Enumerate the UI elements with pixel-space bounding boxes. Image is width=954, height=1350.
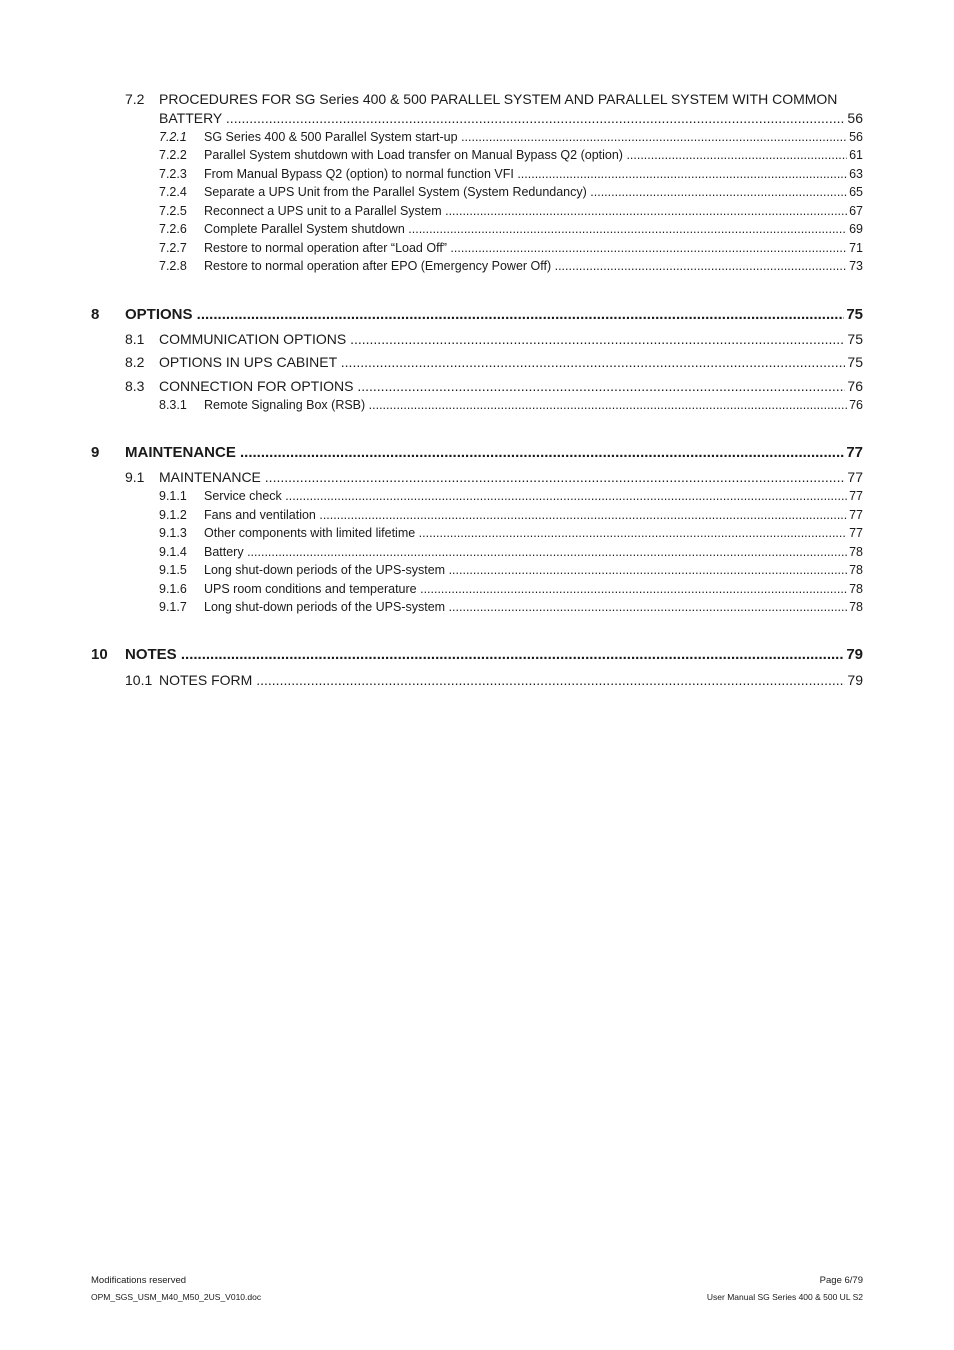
toc-title: OPTIONS ..... [125, 306, 844, 323]
toc-entry[interactable] [159, 204, 863, 218]
toc-number: 8.3 [125, 378, 145, 394]
toc-entry[interactable] [159, 600, 863, 614]
toc-page: 75 [846, 306, 863, 323]
toc-title: Long shut-down periods of the UPS-system ..... [204, 563, 847, 577]
toc-page: 75 [847, 354, 863, 370]
toc-title: COMMUNICATION OPTIONS ..... [159, 331, 845, 347]
footer-page-number: Page 6/79 [819, 1275, 863, 1286]
toc-number: 7.2.3 [159, 167, 187, 181]
toc-title: Other components with limited lifetime ..... [204, 526, 847, 540]
toc-entry[interactable] [159, 354, 863, 370]
toc-page: 78 [849, 600, 863, 614]
toc-title: MAINTENANCE ..... [125, 444, 844, 461]
toc-chapter-number: 9 [91, 444, 100, 461]
toc-page: 79 [847, 672, 863, 688]
toc-page: 77 [846, 444, 863, 461]
toc-page: 73 [849, 259, 863, 273]
toc-number: 7.2.4 [159, 185, 187, 199]
footer-modifications: Modifications reserved [91, 1275, 187, 1286]
toc-title: Fans and ventilation ..... [204, 508, 847, 522]
toc-title: SG Series 400 & 500 Parallel System start-up ..... [204, 130, 847, 144]
toc-page: 65 [849, 185, 863, 199]
toc-entry[interactable] [159, 563, 863, 577]
toc-title: UPS room conditions and temperature ..... [204, 582, 847, 596]
toc-page: 79 [846, 646, 863, 663]
toc-entry[interactable] [159, 378, 863, 394]
toc-page: 69 [849, 222, 863, 236]
toc-chapter-number: 8 [91, 306, 100, 323]
toc-number: 7.2.5 [159, 204, 187, 218]
toc-page: 63 [849, 167, 863, 181]
toc-page: 71 [849, 241, 863, 255]
toc-chapter-entry[interactable] [125, 444, 863, 461]
toc-entry[interactable] [159, 110, 863, 126]
toc-entry[interactable] [159, 672, 863, 688]
toc-number: 8.1 [125, 331, 145, 347]
toc-title: Restore to normal operation after “Load Off” ..... [204, 241, 847, 255]
toc-number: 7.2 [125, 91, 145, 107]
footer-document-id: OPM_SGS_USM_M40_M50_2US_V010.doc [91, 1292, 262, 1302]
toc-entry[interactable] [159, 545, 863, 559]
toc-title: Service check ..... [204, 489, 847, 503]
toc-title: Complete Parallel System shutdown ..... [204, 222, 847, 236]
toc-page: 77 [849, 489, 863, 503]
toc-page: 77 [849, 508, 863, 522]
toc-page: 67 [849, 204, 863, 218]
toc-entry[interactable] [159, 582, 863, 596]
toc-page: 77 [849, 526, 863, 540]
toc-page: 76 [849, 398, 863, 412]
toc-number: 9.1 [125, 469, 145, 485]
toc-entry[interactable] [159, 241, 863, 255]
toc-entry[interactable] [159, 331, 863, 347]
toc-entry[interactable] [159, 148, 863, 162]
toc-number: 7.2.8 [159, 259, 187, 273]
toc-number: 9.1.1 [159, 489, 187, 503]
toc-number: 9.1.6 [159, 582, 187, 596]
toc-number: 8.3.1 [159, 398, 187, 412]
toc-title: OPTIONS IN UPS CABINET ..... [159, 354, 845, 370]
toc-number: 9.1.5 [159, 563, 187, 577]
toc-page: 56 [847, 110, 863, 126]
toc-title: Battery ..... [204, 545, 847, 559]
toc-title: Separate a UPS Unit from the Parallel System (System Redundancy) ..... [204, 185, 847, 199]
toc-number: 9.1.4 [159, 545, 187, 559]
toc-number: 10.1 [125, 672, 153, 688]
toc-entry[interactable] [159, 185, 863, 199]
toc-page: 56 [849, 130, 863, 144]
toc-title: Restore to normal operation after EPO (Emergency Power Off) ..... [204, 259, 847, 273]
toc-title-line: PROCEDURES FOR SG Series 400 & 500 PARALLEL SYSTEM AND PARALLEL SYSTEM WITH COMMON [159, 91, 838, 107]
toc-title: NOTES FORM ..... [159, 672, 845, 688]
toc-number: 9.1.2 [159, 508, 187, 522]
toc-number: 7.2.6 [159, 222, 187, 236]
toc-title: MAINTENANCE ..... [159, 469, 845, 485]
toc-entry[interactable] [159, 489, 863, 503]
toc-page: 78 [849, 582, 863, 596]
toc-title: Long shut-down periods of the UPS-system ..... [204, 600, 847, 614]
toc-chapter-entry[interactable] [125, 646, 863, 663]
toc-title: NOTES ..... [125, 646, 844, 663]
toc-chapter-number: 10 [91, 646, 108, 663]
footer-manual-title: User Manual SG Series 400 & 500 UL S2 [706, 1292, 863, 1302]
toc-entry[interactable] [159, 259, 863, 273]
toc-chapter-entry[interactable] [125, 306, 863, 323]
toc-entry[interactable] [159, 130, 863, 144]
toc-entry[interactable] [159, 469, 863, 485]
toc-page: 76 [847, 378, 863, 394]
toc-number: 7.2.2 [159, 148, 187, 162]
toc-number: 9.1.7 [159, 600, 187, 614]
toc-number: 7.2.1 [159, 130, 187, 144]
toc-entry[interactable] [159, 167, 863, 181]
toc-page: 77 [847, 469, 863, 485]
toc-title: BATTERY ..... [159, 110, 845, 126]
toc-page: 75 [847, 331, 863, 347]
toc-title: CONNECTION FOR OPTIONS ..... [159, 378, 845, 394]
toc-page: 61 [849, 148, 863, 162]
toc-page: 78 [849, 563, 863, 577]
toc-title: Remote Signaling Box (RSB) ..... [204, 398, 847, 412]
toc-title: From Manual Bypass Q2 (option) to normal function VFI ..... [204, 167, 847, 181]
toc-entry[interactable] [159, 508, 863, 522]
toc-title: Reconnect a UPS unit to a Parallel System ..... [204, 204, 847, 218]
toc-number: 7.2.7 [159, 241, 187, 255]
toc-entry[interactable] [159, 222, 863, 236]
toc-number: 9.1.3 [159, 526, 187, 540]
toc-entry[interactable] [159, 526, 863, 540]
toc-entry[interactable] [159, 398, 863, 412]
toc-title: Parallel System shutdown with Load transfer on Manual Bypass Q2 (option) ..... [204, 148, 847, 162]
toc-page: 78 [849, 545, 863, 559]
toc-number: 8.2 [125, 354, 145, 370]
